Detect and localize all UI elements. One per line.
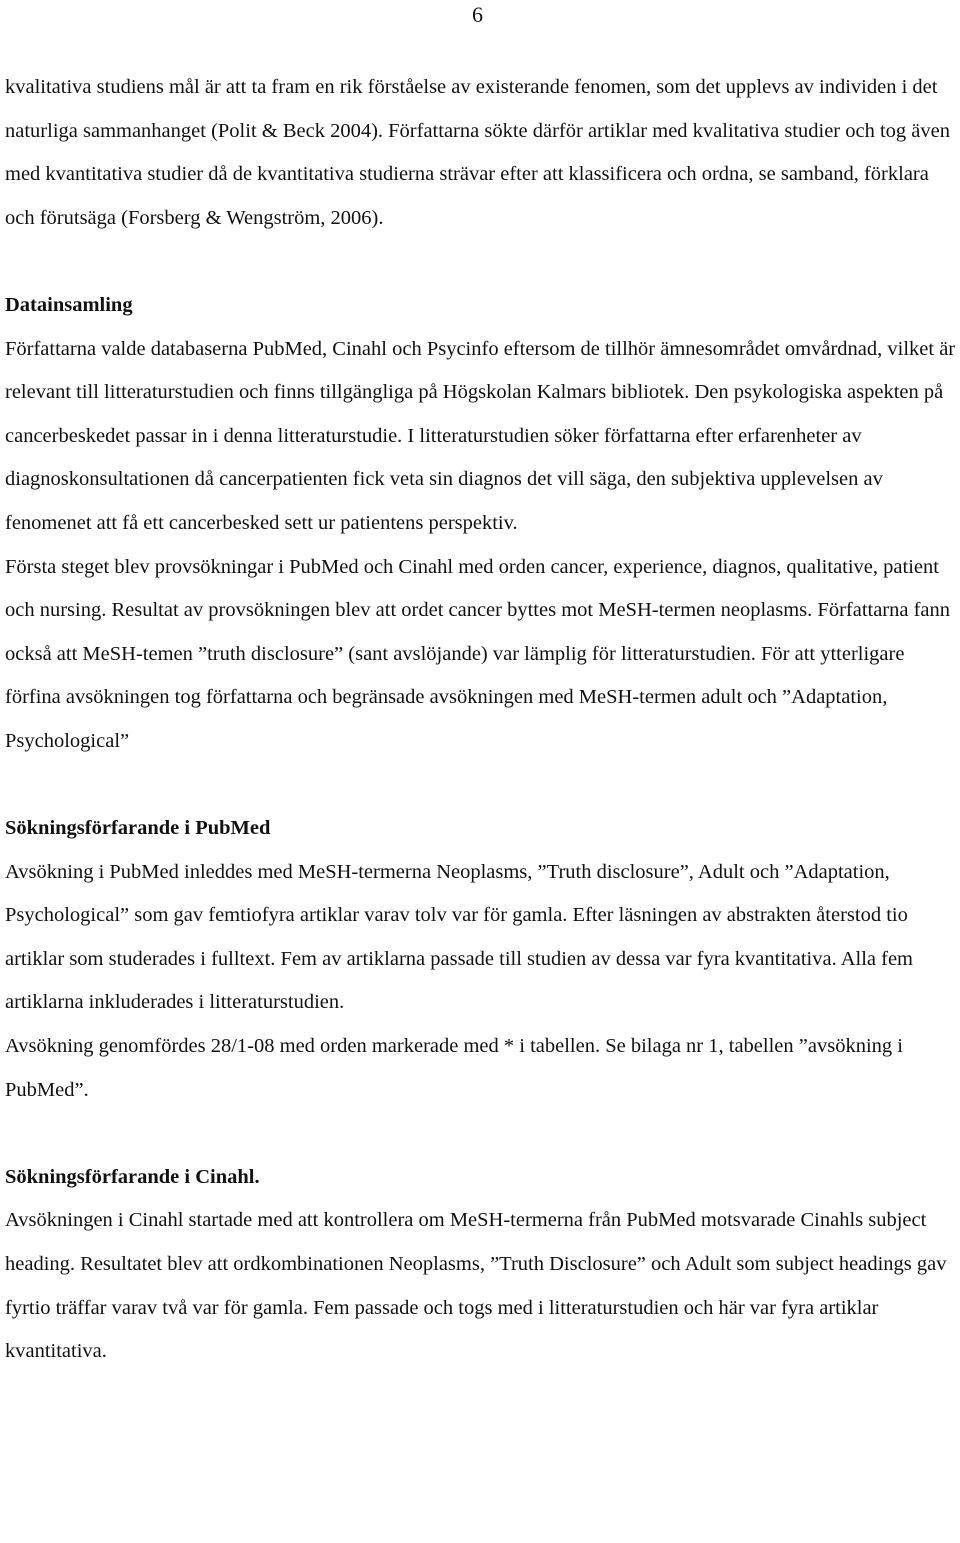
page-number: 6 [472,2,483,27]
heading-cinahl: Sökningsförfarande i Cinahl. [5,1165,260,1188]
datainsamling-paragraph-2: Första steget blev provsökningar i PubMed och Cinahl med orden cancer, experience, diagnos, qualitative, patient och nursing. Resultat av provsökningen blev att ordet cancer byttes mot MeSH-termen neoplasms. Författarna fann också att MeSH-temen ”truth disclosure” (sant avslöjande) var lämplig för litteraturstudien. För att ytterligare förfina avsökningen tog författarna och begränsade avsökningen med MeSH-termen adult och ”Adaptation, Psychological” [5,555,951,752]
datainsamling-paragraph-1: Författarna valde databaserna PubMed, Cinahl och Psycinfo eftersom de tillhör ämnesområdet omvårdnad, vilket är relevant till litteraturstudien och finns tillgängliga på Högskolan Kalmars bibliotek. Den psykologiska aspekten på cancerbeskedet passar in i denna litteraturstudie. I litteraturstudien söker författarna efter erfarenheter av diagnoskonsultationen då cancerpatienten fick veta sin diagnos det vill säga, den subjektiva upplevelsen av fenomenet att få ett cancerbesked sett ur patientens perspektiv. [5,337,956,534]
pubmed-paragraph-1: Avsökning i PubMed inleddes med MeSH-termerna Neoplasms, ”Truth disclosure”, Adult och ”Adaptation, Psychological” som gav femtiofyra artiklar varav tolv var för gamla. Efter läsningen av abstrakten återstod tio artiklar som studerades i fulltext. Fem av artiklarna passade till studien av dessa var fyra kvantitativa. Alla fem artiklarna inkluderades i litteraturstudien. [5,860,913,1014]
heading-datainsamling: Datainsamling [5,293,133,316]
intro-paragraph: kvalitativa studiens mål är att ta fram en rik förståelse av existerande fenomen, som det upplevs av individen i det naturliga sammanhanget (Polit & Beck 2004). Författarna sökte därför artiklar med kvalitativa studier och tog även med kvantitativa studier då de kvantitativa studierna strävar efter att klassificera och ordna, se samband, förklara och förutsäga (Forsberg & Wengström, 2006). [5,76,950,229]
pubmed-paragraph-2: Avsökning genomfördes 28/1-08 med orden markerade med * i tabellen. Se bilaga nr 1, tabellen ”avsökning i PubMed”. [5,1035,903,1101]
heading-pubmed: Sökningsförfarande i PubMed [5,817,271,840]
cinahl-paragraph-1: Avsökningen i Cinahl startade med att kontrollera om MeSH-termerna från PubMed motsvarade Cinahls subject heading. Resultatet blev att ordkombinationen Neoplasms, ”Truth Disclosure” och Adult som subject headings gav fyrtio träffar varav två var för gamla. Fem passade och togs med i litteraturstudien och här var fyra artiklar kvantitativa. [5,1209,947,1363]
document-body [5,66,960,1374]
